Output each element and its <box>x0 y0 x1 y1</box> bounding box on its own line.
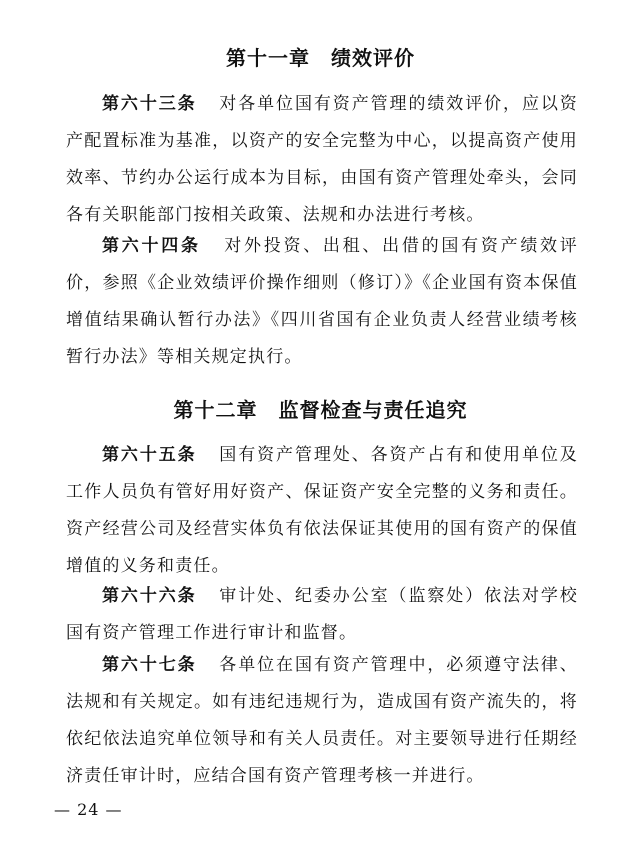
chapter-heading: 第十一章 绩效评价 <box>226 46 415 70</box>
article <box>66 647 578 795</box>
article-text: 对外投资、出租、出借的国有资产绩效评价，参照《企业效绩评价操作细则（修订）》《企业国有资本保值增值结果确认暂行办法》《四川省国有企业负责人经营业绩考核暂行办法》等相关规定执行。 <box>66 236 578 367</box>
page-number: — 24 — <box>54 800 123 819</box>
article <box>66 86 578 234</box>
article-number: 第六十四条 <box>102 236 201 256</box>
article-number: 第六十七条 <box>102 655 197 675</box>
article <box>66 437 578 585</box>
article <box>66 228 578 376</box>
article-text: 审计处、纪委办公室（监察处）依法对学校国有资产管理工作进行审计和监督。 <box>66 586 578 643</box>
article-number: 第六十三条 <box>102 94 197 114</box>
article-text: 国有资产管理处、各资产占有和使用单位及工作人员负有管好用好资产、保证资产安全完整的义务和责任。资产经营公司及经营实体负有依法保证其使用的国有资产的保值增值的义务和责任。 <box>66 445 578 576</box>
chapter-heading: 第十二章 监督检查与责任追究 <box>173 398 468 422</box>
article <box>66 578 578 652</box>
article-number: 第六十五条 <box>102 445 197 465</box>
article-text: 对各单位国有资产管理的绩效评价，应以资产配置标准为基准，以资产的安全完整为中心，以提高资产使用效率、节约办公运行成本为目标，由国有资产管理处牵头，会同各有关职能部门按相关政策、法规和办法进行考核。 <box>66 94 578 225</box>
article-text: 各单位在国有资产管理中，必须遵守法律、法规和有关规定。如有违纪违规行为，造成国有资产流失的，将依纪依法追究单位领导和有关人员责任。对主要领导进行任期经济责任审计时，应结合国有资产管理考核一并进行。 <box>66 655 578 786</box>
article-number: 第六十六条 <box>102 586 197 606</box>
